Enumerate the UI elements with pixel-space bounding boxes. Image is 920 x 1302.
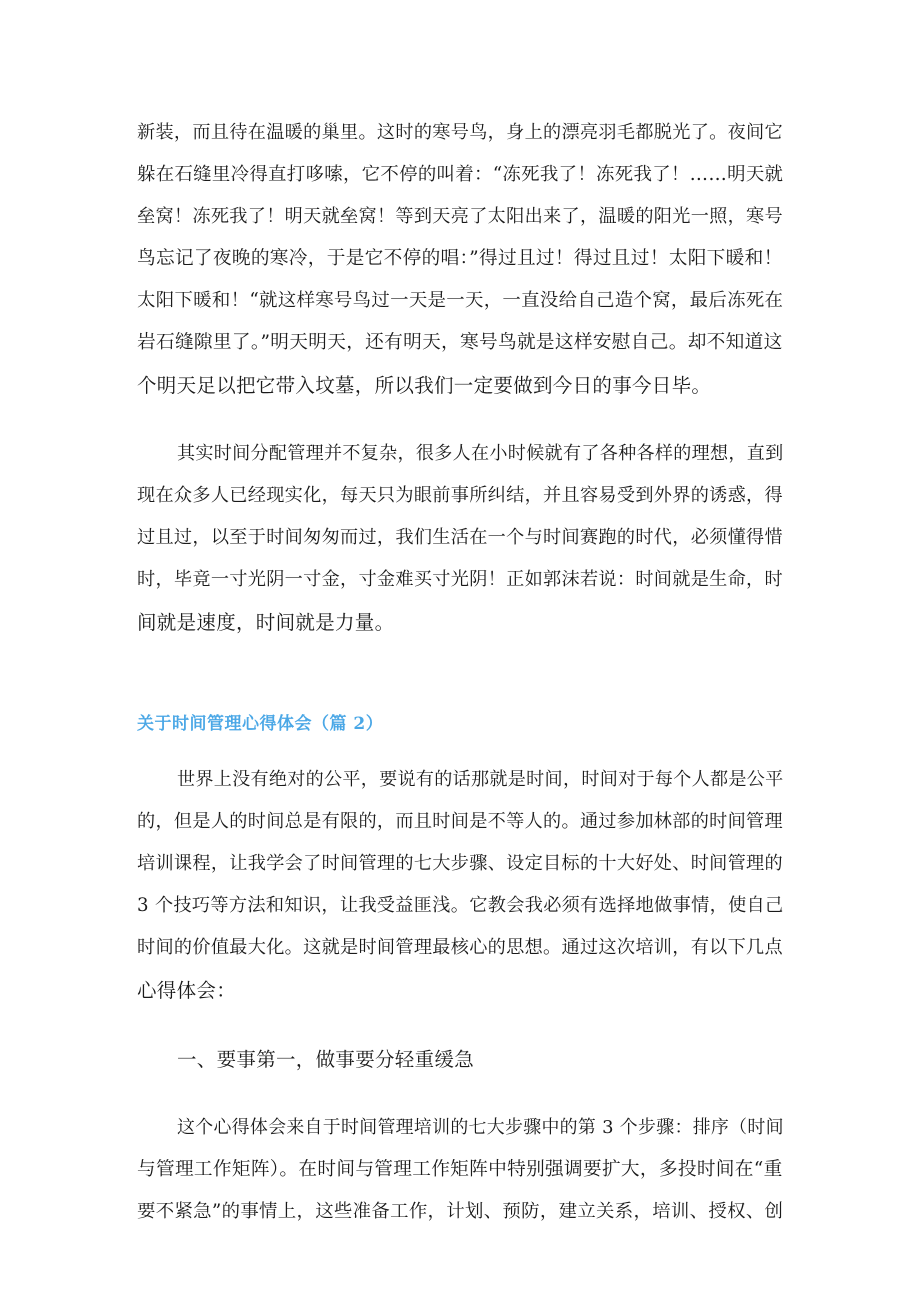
- text-line: 3 个技巧等方法和知识，让我受益匪浅。它教会我必须有选择地做事情，使自己: [137, 895, 784, 916]
- text-line: 其实时间分配管理并不复杂，很多人在小时候就有了各种各样的理想，直到: [177, 443, 784, 464]
- text-line: 个明天足以把它带入坟墓，所以我们一定要做到今日的事今日毕。: [137, 374, 712, 397]
- text-line: 要不紧急”的事情上，这些准备工作，计划、预防，建立关系，培训、授权、创: [137, 1201, 784, 1222]
- text-line: 世界上没有绝对的公平，要说有的话那就是时间，时间对于每个人都是公平: [177, 769, 784, 790]
- text-line: 这个心得体会来自于时间管理培训的七大步骤中的第 3 个步骤：排序（时间: [177, 1117, 784, 1138]
- text-line: 新装，而且待在温暖的巢里。这时的寒号鸟，身上的漂亮羽毛都脱光了。夜间它: [137, 122, 783, 143]
- text-line: 时，毕竟一寸光阴一寸金，寸金难买寸光阴！正如郭沫若说：时间就是生命，时: [137, 569, 783, 590]
- text-line: 躲在石缝里冷得直打哆嗦，它不停的叫着：“冻死我了！冻死我了！……明天就: [137, 164, 784, 185]
- text-line: 心得体会：: [137, 979, 237, 1002]
- text-line: 鸟忘记了夜晚的寒冷，于是它不停的唱：”得过且过！得过且过！太阳下暖和！: [137, 248, 783, 269]
- text-line: 培训课程，让我学会了时间管理的七大步骤、设定目标的十大好处、时间管理的: [137, 853, 783, 874]
- text-line: 太阳下暖和！“就这样寒号鸟过一天是一天，一直没给自己造个窝，最后冻死在: [137, 290, 784, 311]
- text-line: 与管理工作矩阵）。在时间与管理工作矩阵中特别强调要扩大，多投时间在“重: [137, 1159, 783, 1180]
- text-line: 间就是速度，时间就是力量。: [137, 611, 395, 634]
- text-line: 岩石缝隙里了。”明天明天，还有明天，寒号鸟就是这样安慰自己。却不知道这: [137, 332, 783, 353]
- text-line: 时间的价值最大化。这就是时间管理最核心的思想。通过这次培训，有以下几点: [137, 937, 783, 958]
- text-line: 垒窝！冻死我了！明天就垒窝！等到天亮了太阳出来了，温暖的阳光一照，寒号: [137, 206, 783, 227]
- text-line: 过且过，以至于时间匆匆而过，我们生活在一个与时间赛跑的时代，必须懂得惜: [137, 527, 783, 548]
- text-line: 现在众多人已经现实化，每天只为眼前事所纠结，并且容易受到外界的诱惑，得: [137, 485, 783, 506]
- text-line: 的，但是人的时间总是有限的，而且时间是不等人的。通过参加林部的时间管理: [137, 811, 783, 832]
- section-heading: 关于时间管理心得体会（篇 2）: [137, 714, 384, 734]
- subheading-priorities: 一、要事第一，做事要分轻重缓急: [177, 1048, 475, 1071]
